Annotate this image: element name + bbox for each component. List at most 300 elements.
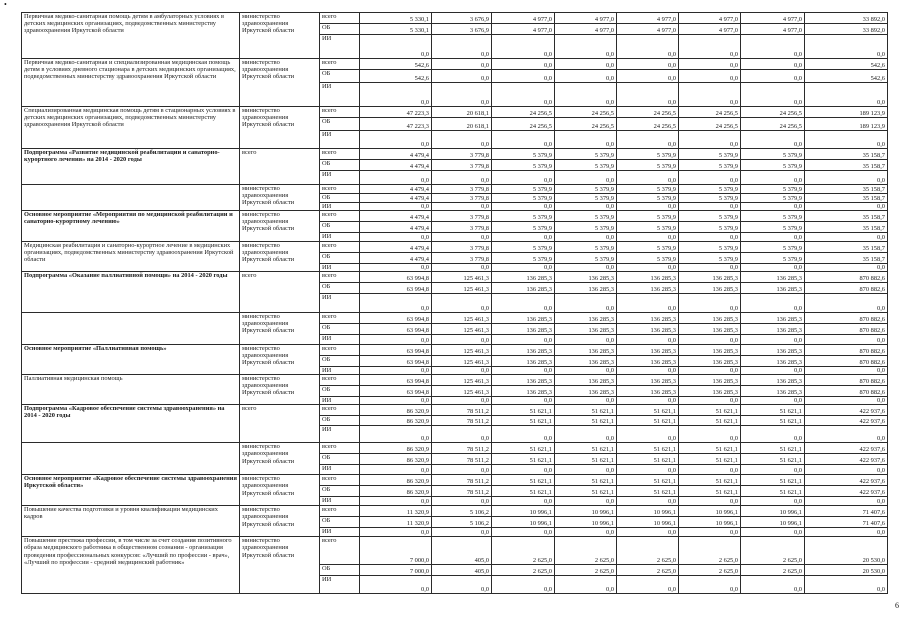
amount-cell: 5 379,9	[617, 222, 679, 233]
amount-cell: 51 621,1	[555, 405, 617, 416]
amount-cell: 0,0	[741, 131, 805, 149]
amount-cell: 35 158,7	[805, 222, 888, 233]
amount-cell: 3 676,9	[432, 13, 492, 24]
amount-cell: 71 407,6	[805, 517, 888, 528]
executor-cell: министерство здравоохранения Иркутской области	[240, 13, 320, 59]
amount-cell: 0,0	[492, 528, 555, 537]
amount-cell: 2 625,0	[555, 537, 617, 565]
amount-cell: 0,0	[492, 203, 555, 211]
amount-cell: 5 379,9	[555, 160, 617, 171]
amount-cell: 0,0	[679, 335, 741, 345]
amount-cell: 0,0	[492, 233, 555, 242]
amount-cell: 422 937,6	[805, 416, 888, 426]
amount-cell: 0,0	[679, 35, 741, 59]
amount-cell: 136 285,3	[555, 272, 617, 283]
amount-cell: 78 511,2	[432, 454, 492, 465]
amount-cell: 5 379,9	[741, 194, 805, 203]
amount-cell: 51 621,1	[555, 475, 617, 486]
amount-cell: 33 892,0	[805, 24, 888, 35]
amount-cell: 4 977,0	[741, 24, 805, 35]
amount-cell: 136 285,3	[555, 313, 617, 324]
table-row	[22, 475, 888, 486]
amount-cell: 24 256,5	[492, 118, 555, 131]
amount-cell: 0,0	[679, 83, 741, 107]
table-row	[22, 107, 888, 118]
amount-cell: 0,0	[741, 397, 805, 405]
amount-cell: 10 996,1	[555, 517, 617, 528]
amount-cell: 5 379,9	[741, 160, 805, 171]
source-cell: всего	[320, 443, 360, 454]
amount-cell: 5 379,9	[679, 222, 741, 233]
amount-cell: 0,0	[679, 203, 741, 211]
amount-cell: 20 530,0	[805, 565, 888, 576]
amount-cell: 2 625,0	[741, 537, 805, 565]
amount-cell: 47 223,3	[360, 107, 432, 118]
source-cell: ИИ	[320, 576, 360, 594]
amount-cell: 542,6	[805, 70, 888, 83]
amount-cell: 0,0	[679, 426, 741, 443]
amount-cell: 51 621,1	[555, 443, 617, 454]
amount-cell: 0,0	[679, 397, 741, 405]
amount-cell: 7 000,0	[360, 537, 432, 565]
amount-cell: 0,0	[741, 335, 805, 345]
amount-cell: 0,0	[492, 497, 555, 506]
amount-cell: 136 285,3	[555, 386, 617, 397]
amount-cell: 136 285,3	[492, 386, 555, 397]
amount-cell: 189 123,9	[805, 107, 888, 118]
amount-cell: 136 285,3	[555, 375, 617, 386]
table-row	[22, 443, 888, 454]
amount-cell: 136 285,3	[617, 324, 679, 335]
amount-cell: 0,0	[805, 528, 888, 537]
amount-cell: 10 996,1	[679, 517, 741, 528]
table-body	[22, 13, 888, 594]
amount-cell: 5 379,9	[555, 222, 617, 233]
amount-cell: 4 479,4	[360, 194, 432, 203]
amount-cell: 0,0	[617, 294, 679, 313]
amount-cell: 0,0	[555, 70, 617, 83]
amount-cell: 0,0	[555, 35, 617, 59]
amount-cell: 0,0	[805, 35, 888, 59]
source-cell: ОБ	[320, 253, 360, 264]
amount-cell: 5 379,9	[741, 149, 805, 160]
amount-cell: 870 882,6	[805, 356, 888, 367]
amount-cell: 4 479,4	[360, 160, 432, 171]
executor-cell: министерство здравоохранения Иркутской области	[240, 537, 320, 594]
amount-cell: 136 285,3	[555, 345, 617, 356]
source-cell: всего	[320, 537, 360, 565]
amount-cell: 0,0	[432, 294, 492, 313]
source-cell: всего	[320, 475, 360, 486]
amount-cell: 51 621,1	[741, 454, 805, 465]
amount-cell: 125 461,3	[432, 324, 492, 335]
amount-cell: 136 285,3	[555, 283, 617, 294]
amount-cell: 0,0	[617, 397, 679, 405]
amount-cell: 0,0	[741, 59, 805, 70]
amount-cell: 0,0	[805, 576, 888, 594]
amount-cell: 10 996,1	[492, 517, 555, 528]
amount-cell: 5 379,9	[492, 149, 555, 160]
amount-cell: 0,0	[432, 70, 492, 83]
amount-cell: 10 996,1	[741, 506, 805, 517]
scan-mark: •	[4, 0, 7, 9]
executor-cell: министерство здравоохранения Иркутской области	[240, 242, 320, 272]
amount-cell: 63 994,8	[360, 313, 432, 324]
amount-cell: 5 379,9	[555, 242, 617, 253]
amount-cell: 5 106,2	[432, 506, 492, 517]
source-cell: ИИ	[320, 131, 360, 149]
event-name-cell: Первичная медико-санитарная помощь детям в амбулаторных условиях в детских медицинских организациях, подведомственных министерству здравоохранения Иркутской области	[22, 13, 240, 59]
amount-cell: 51 621,1	[492, 405, 555, 416]
amount-cell: 51 621,1	[555, 454, 617, 465]
amount-cell: 24 256,5	[741, 118, 805, 131]
event-name-cell: Повышение престижа профессии, в том числе за счет создания позитивного образа медицинского работника в общественном сознании - организация проведения профессиональных конкурсов: «Лучший по профессии - врач», «Лучший по профессии - средний медицинский работник»	[22, 537, 240, 594]
amount-cell: 136 285,3	[679, 313, 741, 324]
source-cell: ОБ	[320, 24, 360, 35]
amount-cell: 5 379,9	[555, 253, 617, 264]
amount-cell: 0,0	[741, 426, 805, 443]
source-cell: ИИ	[320, 264, 360, 272]
amount-cell: 4 977,0	[679, 13, 741, 24]
amount-cell: 0,0	[360, 83, 432, 107]
amount-cell: 542,6	[360, 59, 432, 70]
event-name-cell: Первичная медико-санитарная и специализированная медицинская помощь детям в условиях дневного стационара в детских медицинских организациях, подведомственных министерству здравоохранения Иркутской области	[22, 59, 240, 107]
amount-cell: 0,0	[360, 233, 432, 242]
amount-cell: 63 994,8	[360, 283, 432, 294]
amount-cell: 4 977,0	[492, 13, 555, 24]
amount-cell: 35 158,7	[805, 253, 888, 264]
amount-cell: 78 511,2	[432, 443, 492, 454]
source-cell: всего	[320, 272, 360, 283]
source-cell: ИИ	[320, 171, 360, 185]
amount-cell: 422 937,6	[805, 405, 888, 416]
event-name-cell: Основное мероприятие «Кадровое обеспечение системы здравоохранения Иркутской области»	[22, 475, 240, 506]
event-name-cell: Повышение качества подготовки и уровня квалификации медицинских кадров	[22, 506, 240, 537]
amount-cell: 2 625,0	[679, 565, 741, 576]
amount-cell: 0,0	[432, 83, 492, 107]
amount-cell: 0,0	[617, 35, 679, 59]
amount-cell: 5 379,9	[617, 242, 679, 253]
amount-cell: 0,0	[555, 233, 617, 242]
source-cell: всего	[320, 242, 360, 253]
amount-cell: 10 996,1	[492, 506, 555, 517]
amount-cell: 3 676,9	[432, 24, 492, 35]
amount-cell: 0,0	[492, 367, 555, 375]
amount-cell: 5 379,9	[492, 242, 555, 253]
amount-cell: 0,0	[360, 528, 432, 537]
amount-cell: 2 625,0	[492, 537, 555, 565]
amount-cell: 35 158,7	[805, 194, 888, 203]
amount-cell: 0,0	[555, 83, 617, 107]
source-cell: всего	[320, 185, 360, 194]
source-cell: ОБ	[320, 118, 360, 131]
amount-cell: 51 621,1	[679, 454, 741, 465]
amount-cell: 5 379,9	[741, 185, 805, 194]
amount-cell: 0,0	[679, 131, 741, 149]
amount-cell: 5 379,9	[555, 149, 617, 160]
amount-cell: 136 285,3	[555, 324, 617, 335]
amount-cell: 0,0	[805, 465, 888, 475]
source-cell: всего	[320, 313, 360, 324]
amount-cell: 0,0	[617, 465, 679, 475]
amount-cell: 0,0	[555, 131, 617, 149]
amount-cell: 3 779,8	[432, 149, 492, 160]
amount-cell: 136 285,3	[555, 356, 617, 367]
amount-cell: 2 625,0	[741, 565, 805, 576]
amount-cell: 0,0	[679, 465, 741, 475]
amount-cell: 24 256,5	[741, 107, 805, 118]
executor-cell: министерство здравоохранения Иркутской области	[240, 443, 320, 475]
table-row	[22, 272, 888, 283]
amount-cell: 2 625,0	[617, 537, 679, 565]
amount-cell: 86 320,9	[360, 486, 432, 497]
amount-cell: 0,0	[679, 528, 741, 537]
amount-cell: 0,0	[617, 367, 679, 375]
amount-cell: 136 285,3	[741, 283, 805, 294]
source-cell: всего	[320, 375, 360, 386]
amount-cell: 24 256,5	[555, 107, 617, 118]
amount-cell: 0,0	[492, 576, 555, 594]
amount-cell: 11 320,9	[360, 506, 432, 517]
amount-cell: 51 621,1	[492, 486, 555, 497]
amount-cell: 0,0	[492, 294, 555, 313]
source-cell: ОБ	[320, 454, 360, 465]
amount-cell: 136 285,3	[741, 313, 805, 324]
amount-cell: 3 779,8	[432, 222, 492, 233]
source-cell: всего	[320, 107, 360, 118]
executor-cell: министерство здравоохранения Иркутской области	[240, 59, 320, 107]
amount-cell: 136 285,3	[617, 356, 679, 367]
amount-cell: 10 996,1	[617, 506, 679, 517]
amount-cell: 0,0	[805, 367, 888, 375]
amount-cell: 136 285,3	[741, 386, 805, 397]
amount-cell: 0,0	[492, 397, 555, 405]
amount-cell: 0,0	[617, 426, 679, 443]
amount-cell: 870 882,6	[805, 324, 888, 335]
amount-cell: 136 285,3	[492, 283, 555, 294]
amount-cell: 0,0	[679, 576, 741, 594]
amount-cell: 5 379,9	[679, 253, 741, 264]
amount-cell: 0,0	[432, 465, 492, 475]
amount-cell: 0,0	[679, 171, 741, 185]
amount-cell: 0,0	[492, 70, 555, 83]
amount-cell: 3 779,8	[432, 253, 492, 264]
amount-cell: 0,0	[741, 465, 805, 475]
source-cell: всего	[320, 506, 360, 517]
executor-cell: всего	[240, 405, 320, 443]
amount-cell: 5 379,9	[617, 211, 679, 222]
amount-cell: 136 285,3	[741, 324, 805, 335]
amount-cell: 0,0	[805, 233, 888, 242]
amount-cell: 870 882,6	[805, 386, 888, 397]
amount-cell: 35 158,7	[805, 185, 888, 194]
amount-cell: 4 977,0	[492, 24, 555, 35]
amount-cell: 136 285,3	[617, 283, 679, 294]
amount-cell: 0,0	[679, 59, 741, 70]
amount-cell: 0,0	[555, 171, 617, 185]
amount-cell: 136 285,3	[741, 272, 805, 283]
amount-cell: 3 779,8	[432, 211, 492, 222]
amount-cell: 0,0	[617, 335, 679, 345]
amount-cell: 405,0	[432, 537, 492, 565]
amount-cell: 4 479,4	[360, 253, 432, 264]
table-row	[22, 59, 888, 70]
amount-cell: 20 618,1	[432, 107, 492, 118]
table-row	[22, 242, 888, 253]
amount-cell: 0,0	[805, 497, 888, 506]
amount-cell: 0,0	[617, 497, 679, 506]
amount-cell: 0,0	[360, 397, 432, 405]
amount-cell: 136 285,3	[492, 272, 555, 283]
amount-cell: 189 123,9	[805, 118, 888, 131]
amount-cell: 0,0	[432, 35, 492, 59]
amount-cell: 0,0	[555, 367, 617, 375]
amount-cell: 5 330,1	[360, 24, 432, 35]
amount-cell: 51 621,1	[741, 405, 805, 416]
amount-cell: 0,0	[741, 497, 805, 506]
amount-cell: 422 937,6	[805, 486, 888, 497]
amount-cell: 3 779,8	[432, 194, 492, 203]
amount-cell: 0,0	[617, 59, 679, 70]
amount-cell: 7 000,0	[360, 565, 432, 576]
amount-cell: 24 256,5	[492, 107, 555, 118]
amount-cell: 0,0	[360, 465, 432, 475]
amount-cell: 125 461,3	[432, 386, 492, 397]
amount-cell: 0,0	[805, 426, 888, 443]
amount-cell: 5 379,9	[679, 149, 741, 160]
amount-cell: 0,0	[555, 426, 617, 443]
amount-cell: 870 882,6	[805, 313, 888, 324]
amount-cell: 24 256,5	[555, 118, 617, 131]
amount-cell: 0,0	[679, 294, 741, 313]
amount-cell: 870 882,6	[805, 272, 888, 283]
amount-cell: 136 285,3	[679, 375, 741, 386]
amount-cell: 422 937,6	[805, 454, 888, 465]
amount-cell: 24 256,5	[679, 118, 741, 131]
amount-cell: 0,0	[432, 397, 492, 405]
amount-cell: 10 996,1	[555, 506, 617, 517]
amount-cell: 4 977,0	[617, 13, 679, 24]
executor-cell: министерство здравоохранения Иркутской области	[240, 185, 320, 211]
amount-cell: 63 994,8	[360, 386, 432, 397]
amount-cell: 0,0	[617, 83, 679, 107]
amount-cell: 136 285,3	[679, 272, 741, 283]
amount-cell: 0,0	[492, 83, 555, 107]
amount-cell: 0,0	[432, 576, 492, 594]
amount-cell: 542,6	[805, 59, 888, 70]
amount-cell: 86 320,9	[360, 475, 432, 486]
source-cell: ОБ	[320, 160, 360, 171]
event-name-cell: Основное мероприятие «Паллиативная помощь»	[22, 345, 240, 375]
event-name-cell: Паллиативная медицинская помощь	[22, 375, 240, 405]
amount-cell: 0,0	[805, 171, 888, 185]
source-cell: всего	[320, 149, 360, 160]
amount-cell: 0,0	[617, 203, 679, 211]
amount-cell: 870 882,6	[805, 345, 888, 356]
amount-cell: 78 511,2	[432, 405, 492, 416]
amount-cell: 51 621,1	[492, 475, 555, 486]
amount-cell: 5 379,9	[492, 194, 555, 203]
amount-cell: 136 285,3	[492, 356, 555, 367]
amount-cell: 5 379,9	[617, 253, 679, 264]
amount-cell: 0,0	[360, 35, 432, 59]
amount-cell: 0,0	[492, 35, 555, 59]
amount-cell: 3 779,8	[432, 242, 492, 253]
executor-cell: всего	[240, 272, 320, 313]
amount-cell: 0,0	[805, 294, 888, 313]
amount-cell: 4 977,0	[617, 24, 679, 35]
amount-cell: 51 621,1	[679, 443, 741, 454]
source-cell: ОБ	[320, 356, 360, 367]
source-cell: ИИ	[320, 528, 360, 537]
amount-cell: 125 461,3	[432, 313, 492, 324]
source-cell: ОБ	[320, 283, 360, 294]
amount-cell: 0,0	[617, 264, 679, 272]
amount-cell: 51 621,1	[555, 416, 617, 426]
amount-cell: 0,0	[432, 264, 492, 272]
amount-cell: 51 621,1	[617, 416, 679, 426]
executor-cell: министерство здравоохранения Иркутской области	[240, 313, 320, 345]
amount-cell: 24 256,5	[679, 107, 741, 118]
amount-cell: 136 285,3	[679, 386, 741, 397]
amount-cell: 0,0	[360, 131, 432, 149]
executor-cell: министерство здравоохранения Иркутской области	[240, 506, 320, 537]
amount-cell: 125 461,3	[432, 283, 492, 294]
amount-cell: 0,0	[679, 367, 741, 375]
amount-cell: 51 621,1	[492, 454, 555, 465]
amount-cell: 0,0	[741, 70, 805, 83]
amount-cell: 5 330,1	[360, 13, 432, 24]
amount-cell: 0,0	[492, 426, 555, 443]
table-row	[22, 405, 888, 416]
amount-cell: 5 379,9	[492, 211, 555, 222]
amount-cell: 51 621,1	[492, 443, 555, 454]
budget-table	[21, 12, 888, 594]
amount-cell: 63 994,8	[360, 375, 432, 386]
amount-cell: 4 977,0	[555, 13, 617, 24]
amount-cell: 5 379,9	[741, 211, 805, 222]
amount-cell: 78 511,2	[432, 416, 492, 426]
amount-cell: 0,0	[555, 397, 617, 405]
amount-cell: 0,0	[492, 171, 555, 185]
amount-cell: 0,0	[555, 465, 617, 475]
amount-cell: 870 882,6	[805, 283, 888, 294]
amount-cell: 0,0	[555, 335, 617, 345]
amount-cell: 136 285,3	[492, 324, 555, 335]
amount-cell: 125 461,3	[432, 375, 492, 386]
amount-cell: 0,0	[492, 335, 555, 345]
amount-cell: 136 285,3	[741, 345, 805, 356]
amount-cell: 10 996,1	[617, 517, 679, 528]
amount-cell: 51 621,1	[617, 454, 679, 465]
event-name-cell: Подпрограмма «Оказание паллиативной помощи» на 2014 - 2020 годы	[22, 272, 240, 313]
amount-cell: 0,0	[360, 264, 432, 272]
table-row	[22, 149, 888, 160]
amount-cell: 0,0	[741, 203, 805, 211]
table-row	[22, 313, 888, 324]
amount-cell: 5 379,9	[679, 160, 741, 171]
amount-cell: 35 158,7	[805, 211, 888, 222]
amount-cell: 51 621,1	[617, 443, 679, 454]
amount-cell: 136 285,3	[741, 356, 805, 367]
amount-cell: 4 479,4	[360, 149, 432, 160]
table-row	[22, 185, 888, 194]
event-name-cell: Основное мероприятие «Мероприятия по медицинской реабилитации и санаторно-курортному лечению»	[22, 211, 240, 242]
amount-cell: 136 285,3	[617, 313, 679, 324]
amount-cell: 63 994,8	[360, 345, 432, 356]
source-cell: ИИ	[320, 294, 360, 313]
amount-cell: 0,0	[492, 264, 555, 272]
